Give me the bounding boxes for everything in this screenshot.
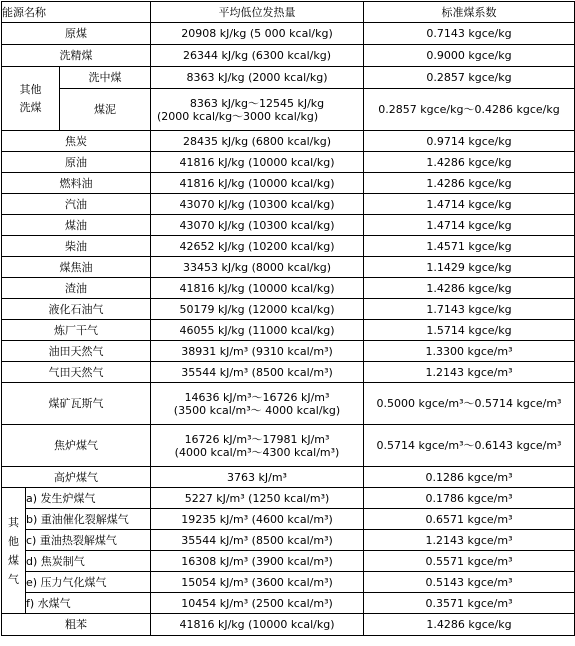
heat-value: 20908 kJ/kg (5 000 kcal/kg) (151, 23, 364, 45)
heat-line: 16726 kJ/m³～17981 kJ/m³ (184, 432, 330, 446)
table-row (2, 425, 575, 467)
energy-name: 焦炉煤气 (2, 425, 151, 467)
heat-value: 33453 kJ/kg (8000 kcal/kg) (151, 257, 364, 278)
heat-value: 38931 kJ/m³ (9310 kcal/m³) (151, 341, 364, 362)
coef-value: 0.5000 kgce/m³～0.5714 kgce/m³ (364, 383, 575, 425)
coef-value: 1.1429 kgce/kg (364, 257, 575, 278)
energy-name: 洗精煤 (2, 45, 151, 67)
heat-value: 43070 kJ/kg (10300 kcal/kg) (151, 194, 364, 215)
coef-value: 0.1286 kgce/m³ (364, 467, 575, 488)
table-row (2, 215, 575, 236)
coef-value: 0.5143 kgce/m³ (364, 572, 575, 593)
header-row (2, 2, 575, 23)
heat-value: 10454 kJ/m³ (2500 kcal/m³) (151, 593, 364, 614)
group-label-char: 他 (8, 534, 19, 548)
heat-value: 19235 kJ/m³ (4600 kcal/m³) (151, 509, 364, 530)
heat-value: 35544 kJ/m³ (8500 kcal/m³) (151, 530, 364, 551)
heat-line: 8363 kJ/kg～12545 kJ/kg (189, 96, 325, 110)
energy-name: 焦炭 (2, 131, 151, 152)
group-label-line: 洗煤 (19, 100, 42, 114)
energy-name: a) 发生炉煤气 (26, 488, 151, 509)
group-label-char: 煤 (8, 553, 19, 567)
energy-name: 液化石油气 (2, 299, 151, 320)
table-row (2, 131, 575, 152)
heat-value: 3763 kJ/m³ (151, 467, 364, 488)
energy-name: 粗苯 (2, 614, 151, 636)
table-row (2, 45, 575, 67)
heat-value: 26344 kJ/kg (6300 kcal/kg) (151, 45, 364, 67)
coef-value: 0.1786 kgce/m³ (364, 488, 575, 509)
table-row (2, 173, 575, 194)
table-row (2, 152, 575, 173)
heat-value: 8363 kJ/kg (2000 kcal/kg) (151, 67, 364, 89)
heat-value: 42652 kJ/kg (10200 kcal/kg) (151, 236, 364, 257)
coef-value: 0.9714 kgce/kg (364, 131, 575, 152)
coef-value: 1.4286 kgce/kg (364, 614, 575, 636)
group-label-other-gas (2, 488, 26, 614)
header-heat: 平均低位发热量 (151, 2, 364, 23)
coef-value: 1.2143 kgce/m³ (364, 530, 575, 551)
energy-name: 渣油 (2, 278, 151, 299)
coef-value: 1.4714 kgce/kg (364, 215, 575, 236)
table-row (2, 236, 575, 257)
heat-value: 41816 kJ/kg (10000 kcal/kg) (151, 152, 364, 173)
coef-value: 0.9000 kgce/kg (364, 45, 575, 67)
table-row (2, 341, 575, 362)
table-row (2, 614, 575, 636)
energy-name: 气田天然气 (2, 362, 151, 383)
coef-value: 1.5714 kgce/kg (364, 320, 575, 341)
table-row (2, 467, 575, 488)
heat-value (151, 89, 364, 131)
table-row (2, 362, 575, 383)
energy-name: 煤泥 (60, 89, 151, 131)
group-label-washed-coal (2, 67, 60, 131)
coef-value: 1.7143 kgce/kg (364, 299, 575, 320)
energy-name: b) 重油催化裂解煤气 (26, 509, 151, 530)
heat-value: 16308 kJ/m³ (3900 kcal/m³) (151, 551, 364, 572)
table-row (2, 278, 575, 299)
header-coef: 标准煤系数 (364, 2, 575, 23)
coef-value: 0.2857 kgce/kg (364, 67, 575, 89)
energy-name: 煤油 (2, 215, 151, 236)
heat-line: 14636 kJ/m³～16726 kJ/m³ (184, 390, 330, 404)
energy-name: 燃料油 (2, 173, 151, 194)
coef-value: 1.4286 kgce/kg (364, 278, 575, 299)
coef-value: 0.5714 kgce/m³～0.6143 kgce/m³ (364, 425, 575, 467)
table-row (2, 509, 575, 530)
table-row (2, 551, 575, 572)
coef-value: 0.3571 kgce/m³ (364, 593, 575, 614)
coef-value: 1.3300 kgce/m³ (364, 341, 575, 362)
table-row (2, 530, 575, 551)
table-row (2, 593, 575, 614)
coef-value: 1.4571 kgce/kg (364, 236, 575, 257)
coef-value: 0.5571 kgce/m³ (364, 551, 575, 572)
table-row (2, 257, 575, 278)
heat-value: 46055 kJ/kg (11000 kcal/kg) (151, 320, 364, 341)
table-row (2, 320, 575, 341)
header-name: 能源名称 (2, 2, 151, 23)
table-row (2, 67, 575, 89)
energy-name: 煤矿瓦斯气 (2, 383, 151, 425)
heat-value (151, 383, 364, 425)
coef-value: 1.4714 kgce/kg (364, 194, 575, 215)
heat-value: 5227 kJ/m³ (1250 kcal/m³) (151, 488, 364, 509)
coef-value: 1.4286 kgce/kg (364, 152, 575, 173)
table-row (2, 488, 575, 509)
heat-value: 15054 kJ/m³ (3600 kcal/m³) (151, 572, 364, 593)
energy-name: c) 重油热裂解煤气 (26, 530, 151, 551)
table-row (2, 89, 575, 131)
heat-line: (3500 kcal/m³～ 4000 kcal/kg) (173, 403, 341, 417)
energy-name: 原煤 (2, 23, 151, 45)
table-row (2, 572, 575, 593)
energy-name: f) 水煤气 (26, 593, 151, 614)
energy-name: 炼厂干气 (2, 320, 151, 341)
heat-line: (4000 kcal/m³～4300 kcal/m³) (174, 445, 340, 459)
heat-value: 43070 kJ/kg (10300 kcal/kg) (151, 215, 364, 236)
heat-value: 50179 kJ/kg (12000 kcal/kg) (151, 299, 364, 320)
energy-name: 原油 (2, 152, 151, 173)
coef-value: 1.4286 kgce/kg (364, 173, 575, 194)
coef-value: 0.7143 kgce/kg (364, 23, 575, 45)
energy-name: 汽油 (2, 194, 151, 215)
energy-name: 煤焦油 (2, 257, 151, 278)
table-row (2, 23, 575, 45)
energy-name: 高炉煤气 (2, 467, 151, 488)
group-label-line: 其他 (19, 82, 42, 96)
table-row (2, 299, 575, 320)
energy-table (1, 1, 575, 636)
group-label-char: 其 (8, 515, 19, 529)
table-row (2, 383, 575, 425)
energy-name: 油田天然气 (2, 341, 151, 362)
heat-value: 28435 kJ/kg (6800 kcal/kg) (151, 131, 364, 152)
heat-line: (2000 kcal/kg～3000 kcal/kg) (157, 109, 319, 123)
group-label-char: 气 (8, 572, 19, 586)
energy-name: e) 压力气化煤气 (26, 572, 151, 593)
coef-value: 0.2857 kgce/kg～0.4286 kgce/kg (364, 89, 575, 131)
heat-value: 41816 kJ/kg (10000 kcal/kg) (151, 614, 364, 636)
coef-value: 0.6571 kgce/m³ (364, 509, 575, 530)
table-row (2, 194, 575, 215)
coef-value: 1.2143 kgce/m³ (364, 362, 575, 383)
heat-value (151, 425, 364, 467)
energy-name: d) 焦炭制气 (26, 551, 151, 572)
energy-name: 柴油 (2, 236, 151, 257)
heat-value: 41816 kJ/kg (10000 kcal/kg) (151, 173, 364, 194)
heat-value: 35544 kJ/m³ (8500 kcal/m³) (151, 362, 364, 383)
energy-name: 洗中煤 (60, 67, 151, 89)
heat-value: 41816 kJ/kg (10000 kcal/kg) (151, 278, 364, 299)
